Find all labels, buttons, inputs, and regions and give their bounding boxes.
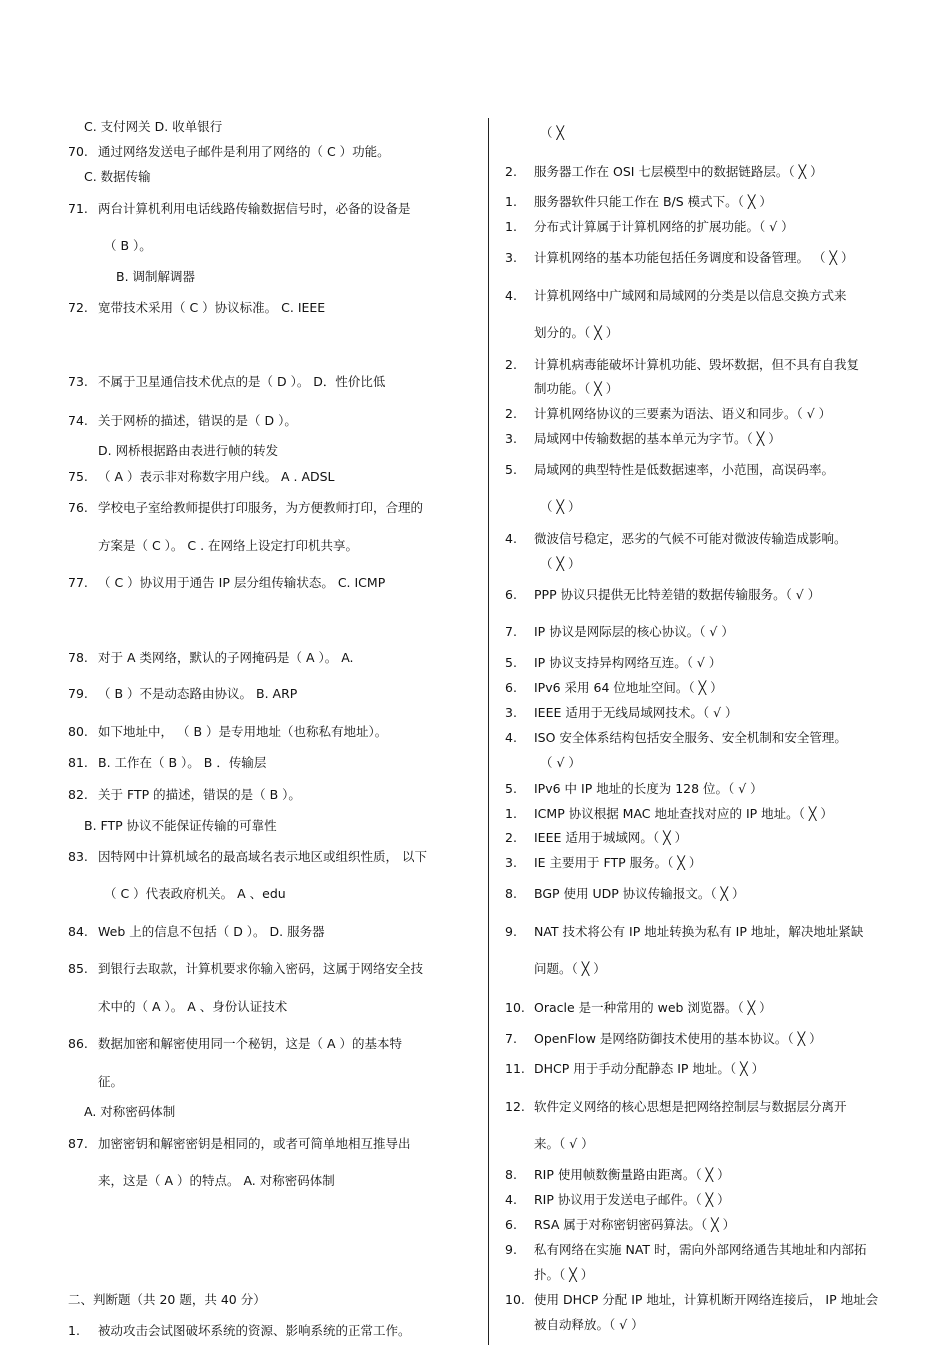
text-line: 问题。（ ╳ ）: [534, 961, 606, 976]
column-divider: [488, 118, 489, 1345]
question-text: 数据加密和解密使用同一个秘钥，这是（ A ）的基本特: [98, 1036, 402, 1051]
text-line: B. FTP 协议不能保证传输的可靠性: [84, 818, 277, 833]
question-text: 计算机病毒能破坏计算机功能、毁坏数据，但不具有自我复: [534, 357, 860, 372]
text-line: D. 网桥根据路由表进行帧的转发: [98, 443, 279, 458]
text-line: 征。: [98, 1074, 124, 1089]
text-line: 术中的（ A ）。 A 、身份认证技术: [98, 999, 288, 1014]
text-line: （ ╳ ）: [540, 499, 581, 514]
question-number: 1.: [505, 806, 517, 821]
question-number: 3.: [505, 705, 517, 720]
question-number: 8.: [505, 886, 517, 901]
question-text: RIP 使用帧数衡量路由距离。（ ╳ ）: [534, 1167, 730, 1182]
question-text: （ A ）表示非对称数字用户线。 A . ADSL: [98, 469, 335, 484]
text-line: （ B ）。: [104, 238, 152, 253]
question-text: 宽带技术采用（ C ）协议标准。 C. IEEE: [98, 300, 326, 315]
question-text: OpenFlow 是网络防御技术使用的基本协议。（ ╳ ）: [534, 1031, 822, 1046]
question-text: IPv6 中 IP 地址的长度为 128 位。（ √ ）: [534, 781, 763, 796]
text-line: （ ╳: [540, 125, 564, 140]
question-text: （ C ）协议用于通告 IP 层分组传输状态。 C. ICMP: [98, 575, 386, 590]
question-number: 4.: [505, 531, 517, 546]
question-number: 3.: [505, 855, 517, 870]
text-line: 划分的。（ ╳ ）: [534, 325, 619, 340]
question-text: RIP 协议用于发送电子邮件。（ ╳ ）: [534, 1192, 730, 1207]
question-number: 4.: [505, 730, 517, 745]
question-number: 79.: [68, 686, 88, 701]
question-text: 通过网络发送电子邮件是利用了网络的（ C ）功能。: [98, 144, 390, 159]
text-line: 方案是（ C ）。 C . 在网络上设定打印机共享。: [98, 538, 359, 553]
question-text: 计算机网络协议的三要素为语法、语义和同步。（ √ ）: [534, 406, 832, 421]
question-number: 71.: [68, 201, 88, 216]
question-number: 12.: [505, 1099, 525, 1114]
text-line: （ C ）代表政府机关。 A 、edu: [104, 886, 286, 901]
question-number: 85.: [68, 961, 88, 976]
question-number: 5.: [505, 655, 517, 670]
question-text: ICMP 协议根据 MAC 地址查找对应的 IP 地址。（ ╳ ）: [534, 806, 833, 821]
question-text: IP 协议是网际层的核心协议。（ √ ）: [534, 624, 734, 639]
question-number: 74.: [68, 413, 88, 428]
question-text: 服务器工作在 OSI 七层模型中的数据链路层。（ ╳ ）: [534, 164, 823, 179]
question-text: 计算机网络的基本功能包括任务调度和设备管理。 （ ╳ ）: [534, 250, 854, 265]
question-text: （ B ）不是动态路由协议。 B. ARP: [98, 686, 298, 701]
question-number: 82.: [68, 787, 88, 802]
question-number: 73.: [68, 374, 88, 389]
question-number: 8.: [505, 1167, 517, 1182]
question-number: 84.: [68, 924, 88, 939]
text-line: C. 数据传输: [84, 169, 151, 184]
text-line: 被自动释放。（ √ ）: [534, 1317, 644, 1332]
question-number: 10.: [505, 1292, 525, 1307]
question-number: 80.: [68, 724, 88, 739]
question-text: 微波信号稳定，恶劣的气候不可能对微波传输造成影响。: [534, 531, 847, 546]
question-number: 3.: [505, 431, 517, 446]
question-text: 因特网中计算机域名的最高域名表示地区或组织性质， 以下: [98, 849, 427, 864]
question-text: 加密密钥和解密密钥是相同的，或者可简单地相互推导出: [98, 1136, 411, 1151]
question-text: DHCP 用于手动分配静态 IP 地址。（ ╳ ）: [534, 1061, 765, 1076]
question-text: 被动攻击会试图破坏系统的资源、影响系统的正常工作。: [98, 1323, 411, 1338]
text-line: 扑。（ ╳ ）: [534, 1267, 594, 1282]
question-text: IPv6 采用 64 位地址空间。（ ╳ ）: [534, 680, 723, 695]
question-number: 6.: [505, 1217, 517, 1232]
text-line: 制功能。（ ╳ ）: [534, 381, 619, 396]
question-text: IE 主要用于 FTP 服务。（ ╳ ）: [534, 855, 702, 870]
question-number: 83.: [68, 849, 88, 864]
question-number: 78.: [68, 650, 88, 665]
question-number: 75.: [68, 469, 88, 484]
question-text: 到银行去取款，计算机要求你输入密码，这属于网络安全技: [98, 961, 424, 976]
text-line: B. 调制解调器: [116, 269, 196, 284]
question-text: 关于 FTP 的描述，错误的是（ B ）。: [98, 787, 301, 802]
question-number: 4.: [505, 1192, 517, 1207]
question-number: 81.: [68, 755, 88, 770]
question-number: 6.: [505, 680, 517, 695]
question-number: 7.: [505, 624, 517, 639]
question-number: 2.: [505, 357, 517, 372]
question-text: 服务器软件只能工作在 B/S 模式下。（ ╳ ）: [534, 194, 772, 209]
question-number: 1.: [505, 219, 517, 234]
text-line: C. 支付网关 D. 收单银行: [84, 119, 223, 134]
question-number: 76.: [68, 500, 88, 515]
question-text: 软件定义网络的核心思想是把网络控制层与数据层分离开: [534, 1099, 847, 1114]
question-number: 7.: [505, 1031, 517, 1046]
question-text: IEEE 适用于城域网。（ ╳ ）: [534, 830, 688, 845]
question-number: 5.: [505, 781, 517, 796]
question-number: 5.: [505, 462, 517, 477]
question-number: 6.: [505, 587, 517, 602]
question-text: 关于网桥的描述，错误的是（ D ）。: [98, 413, 297, 428]
question-text: 计算机网络中广域网和局域网的分类是以信息交换方式来: [534, 288, 847, 303]
question-number: 70.: [68, 144, 88, 159]
question-number: 72.: [68, 300, 88, 315]
question-number: 2.: [505, 164, 517, 179]
text-line: A. 对称密码体制: [84, 1104, 176, 1119]
question-number: 11.: [505, 1061, 525, 1076]
question-text: B. 工作在（ B ）。 B ．传输层: [98, 755, 267, 770]
question-number: 4.: [505, 288, 517, 303]
question-number: 1.: [68, 1323, 80, 1338]
question-text: IEEE 适用于无线局域网技术。（ √ ）: [534, 705, 738, 720]
question-text: 分布式计算属于计算机网络的扩展功能。（ √ ）: [534, 219, 794, 234]
question-text: 私有网络在实施 NAT 时，需向外部网络通告其地址和内部拓: [534, 1242, 867, 1257]
question-number: 87.: [68, 1136, 88, 1151]
text-line: （ √ ）: [540, 755, 581, 770]
question-text: 如下地址中， （ B ）是专用地址（也称私有地址）。: [98, 724, 388, 739]
question-text: BGP 使用 UDP 协议传输报文。（ ╳ ）: [534, 886, 745, 901]
question-text: 局域网中传输数据的基本单元为字节。（ ╳ ）: [534, 431, 781, 446]
question-text: Oracle 是一种常用的 web 浏览器。（ ╳ ）: [534, 1000, 772, 1015]
question-number: 9.: [505, 1242, 517, 1257]
question-number: 86.: [68, 1036, 88, 1051]
question-text: NAT 技术将公有 IP 地址转换为私有 IP 地址，解决地址紧缺: [534, 924, 864, 939]
question-text: 使用 DHCP 分配 IP 地址，计算机断开网络连接后， IP 地址会: [534, 1292, 879, 1307]
question-number: 10.: [505, 1000, 525, 1015]
text-line: 来，这是（ A ）的特点。 A. 对称密码体制: [98, 1173, 335, 1188]
question-text: 对于 A 类网络，默认的子网掩码是（ A ）。 A.: [98, 650, 354, 665]
question-text: 学校电子室给教师提供打印服务，为方便教师打印，合理的: [98, 500, 424, 515]
question-text: IP 协议支持异构网络互连。（ √ ）: [534, 655, 722, 670]
question-number: 2.: [505, 406, 517, 421]
question-text: Web 上的信息不包括（ D ）。 D. 服务器: [98, 924, 325, 939]
question-number: 1.: [505, 194, 517, 209]
question-text: 局域网的典型特性是低数据速率，小范围，高误码率。: [534, 462, 835, 477]
question-number: 9.: [505, 924, 517, 939]
question-text: PPP 协议只提供无比特差错的数据传输服务。（ √ ）: [534, 587, 821, 602]
question-text: ISO 安全体系结构包括安全服务、安全机制和安全管理。: [534, 730, 847, 745]
question-text: RSA 属于对称密钥密码算法。（ ╳ ）: [534, 1217, 736, 1232]
question-number: 2.: [505, 830, 517, 845]
text-line: 二、判断题（共 20 题，共 40 分）: [68, 1292, 266, 1307]
question-number: 77.: [68, 575, 88, 590]
question-number: 3.: [505, 250, 517, 265]
question-text: 不属于卫星通信技术优点的是（ D ）。 D．性价比低: [98, 374, 386, 389]
text-line: （ ╳ ）: [540, 556, 581, 571]
question-text: 两台计算机利用电话线路传输数据信号时，必备的设备是: [98, 201, 411, 216]
text-line: 来。（ √ ）: [534, 1136, 594, 1151]
